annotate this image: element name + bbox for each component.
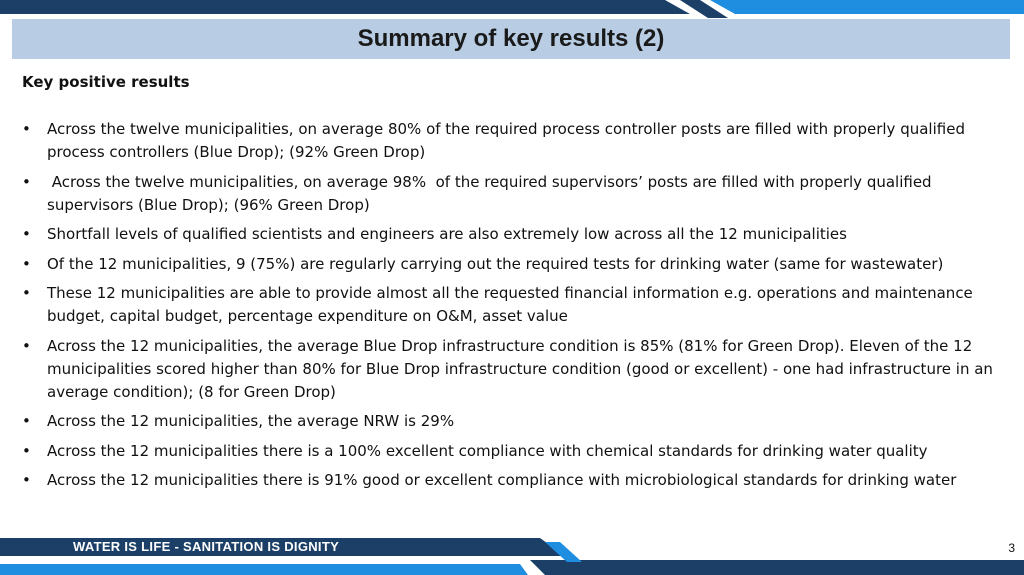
list-item [22,223,1007,246]
bullet-icon: • [22,441,31,460]
section-subheading: Key positive results [22,73,190,91]
bullet-text: Across the 12 municipalities, the average NRW is 29% [47,412,455,430]
bullet-text: Across the 12 municipalities there is 91% good or excellent compliance with microbiological standards for drinking water [47,471,957,489]
list-item [22,118,1007,164]
top-decorative-band [0,0,1024,18]
bullet-icon: • [22,336,31,355]
bullet-icon: • [22,412,31,430]
list-item [22,410,1007,433]
page-number: 3 [1008,541,1015,555]
list-item [22,171,1007,217]
key-results-list [22,118,1007,499]
bullet-icon: • [22,254,31,273]
title-bar [12,19,1010,59]
bullet-text: Of the 12 municipalities, 9 (75%) are regularly carrying out the required tests for drinking water (same for wastewater) [47,254,944,273]
bullet-text: Across the 12 municipalities there is a 100% excellent compliance with chemical standards for drinking water quality [47,441,928,460]
list-item [22,440,1007,463]
bullet-text: Across the twelve municipalities, on average 80% of the required process controller posts are filled with properly qualified process controllers (Blue Drop); (92% Green Drop) [47,120,965,161]
bullet-text: Shortfall levels of qualified scientists and engineers are also extremely low across all the 12 municipalities [47,225,847,243]
bullet-text: These 12 municipalities are able to provide almost all the requested financial information e.g. operations and maintenance budget, capital budget, percentage expenditure on O&M, asset value [47,284,973,325]
list-item [22,469,1007,492]
footer-slogan: WATER IS LIFE - SANITATION IS DIGNITY [73,539,340,554]
bullet-icon: • [22,120,31,138]
bullet-text: Across the 12 municipalities, the average Blue Drop infrastructure condition is 85% (81% for Green Drop). Eleven of the 12 municipalities scored higher than 80% for Blue Drop infrastructure condition (good or excellent) - one had infrastructure in an average condition); (8 for Green Drop) [47,336,993,401]
list-item [22,282,1007,328]
list-item [22,335,1007,404]
bullet-icon: • [22,172,31,191]
slide-title: Summary of key results (2) [357,25,665,52]
bullet-icon: • [22,225,31,243]
bullet-text: Across the twelve municipalities, on average 98% of the required supervisors’ posts are filled with properly qualified supervisors (Blue Drop); (96% Green Drop) [47,172,937,214]
bullet-icon: • [22,284,31,302]
list-item [22,253,1007,276]
bullet-icon: • [22,471,31,489]
